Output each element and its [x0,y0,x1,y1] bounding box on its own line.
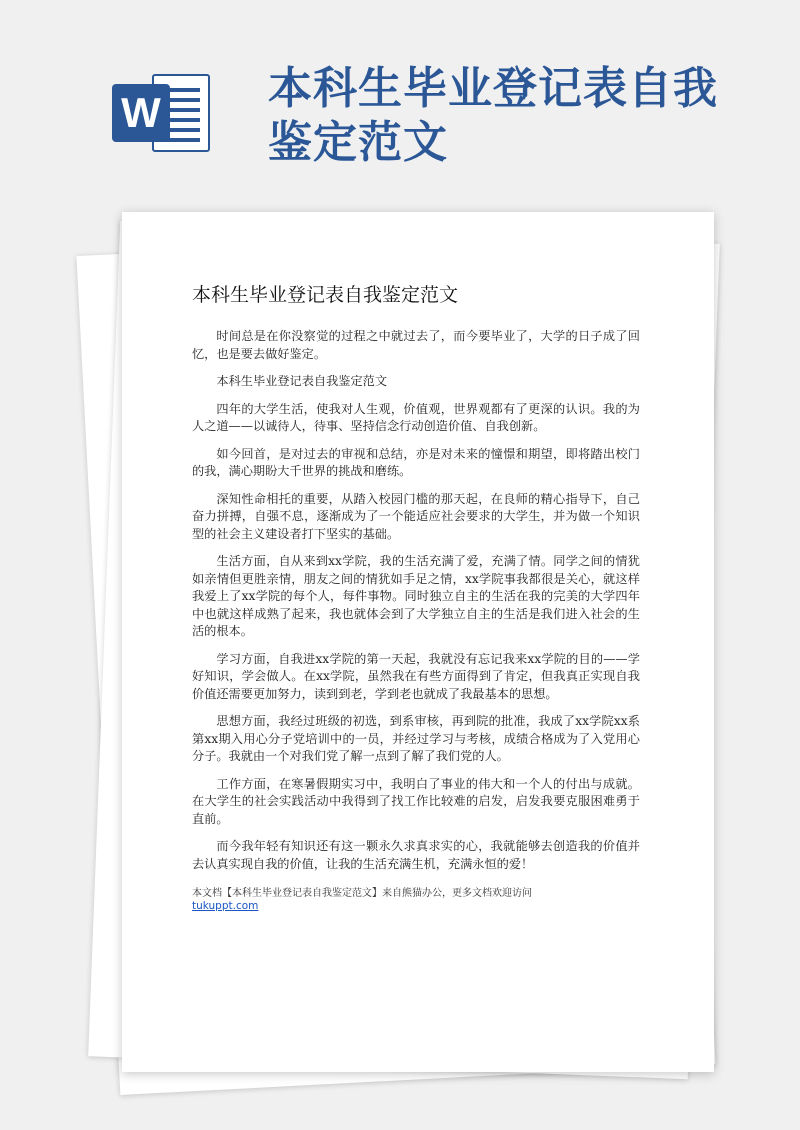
paragraph-values: 四年的大学生活，使我对人生观，价值观，世界观都有了更深的认识。我的为人之道——以诚待人，待事、坚持信念行动创造价值、自我创新。 [192,401,640,433]
paragraph-subtitle: 本科生毕业登记表自我鉴定范文 [216,374,388,388]
footer-text: 本文档【本科生毕业登记表自我鉴定范文】来自熊猫办公，更多文档欢迎访问 [192,888,532,899]
paragraph-growth: 深知性命相托的重要，从踏入校园门槛的那天起，在良师的精心指导下，自己奋力拼搏，自强不息，逐渐成为了一个能适应社会要求的大学生，并为做一个知识型的社会主义建设者打下坚实的基础。 [192,491,640,541]
page-title: 本科生毕业登记表自我鉴定范文 [268,63,718,168]
word-document-icon [112,70,212,156]
paragraph-study: 学习方面，自我进xx学院的第一天起，我就没有忘记我来xx学院的目的——学好知识，学会做人。在xx学院，虽然我在有些方面得到了肯定，但我真正实现自我价值还需要更加努力，读到到老，学到老也就成了我最基本的思想。 [192,651,640,701]
footer-link[interactable]: tukuppt.com [192,900,259,912]
document-title: 本科生毕业登记表自我鉴定范文 [192,284,459,306]
document-footer [192,888,640,912]
paragraph-work: 工作方面，在寒暑假期实习中，我明白了事业的伟大和一个人的付出与成就。在大学生的社会实践活动中我得到了找工作比较难的启发，启发我要克服困难勇于直前。 [192,776,640,826]
document-body [192,282,640,883]
paragraph-intro: 时间总是在你没察觉的过程之中就过去了，而今要毕业了，大学的日子成了回忆，也是要去做好鉴定。 [192,329,640,361]
paragraph-thought: 思想方面，我经过班级的初选，到系审核，再到院的批准，我成了xx学院xx系第xx期入用心分子党培训中的一员，并经过学习与考核，成绩合格成为了入党用心分子。我就由一个对我们党了解一点到了解了我们党的人。 [192,714,640,763]
paragraph-conclusion: 而今我年轻有知识还有这一颗永久求真求实的心，我就能够去创造我的价值并去认真实现自我的价值，让我的生活充满生机，充满永恒的爱！ [192,839,640,871]
paragraph-review: 如今回首，是对过去的审视和总结，亦是对未来的憧憬和期望，即将踏出校门的我，满心期盼大千世界的挑战和磨练。 [192,446,640,478]
word-badge: W [112,84,170,142]
paragraph-life: 生活方面，自从来到xx学院，我的生活充满了爱，充满了情。同学之间的情犹如亲情但更胜亲情，朋友之间的情犹如手足之情，xx学院事我都很是关心，就这样我爱上了xx学院的每个人，每件事物。同时独立自主的生活在我的完美的大学四年中也就这样成熟了起来，我也就体会到了大学独立自主的生活是我们进入社会的生活的根本。 [192,554,640,638]
